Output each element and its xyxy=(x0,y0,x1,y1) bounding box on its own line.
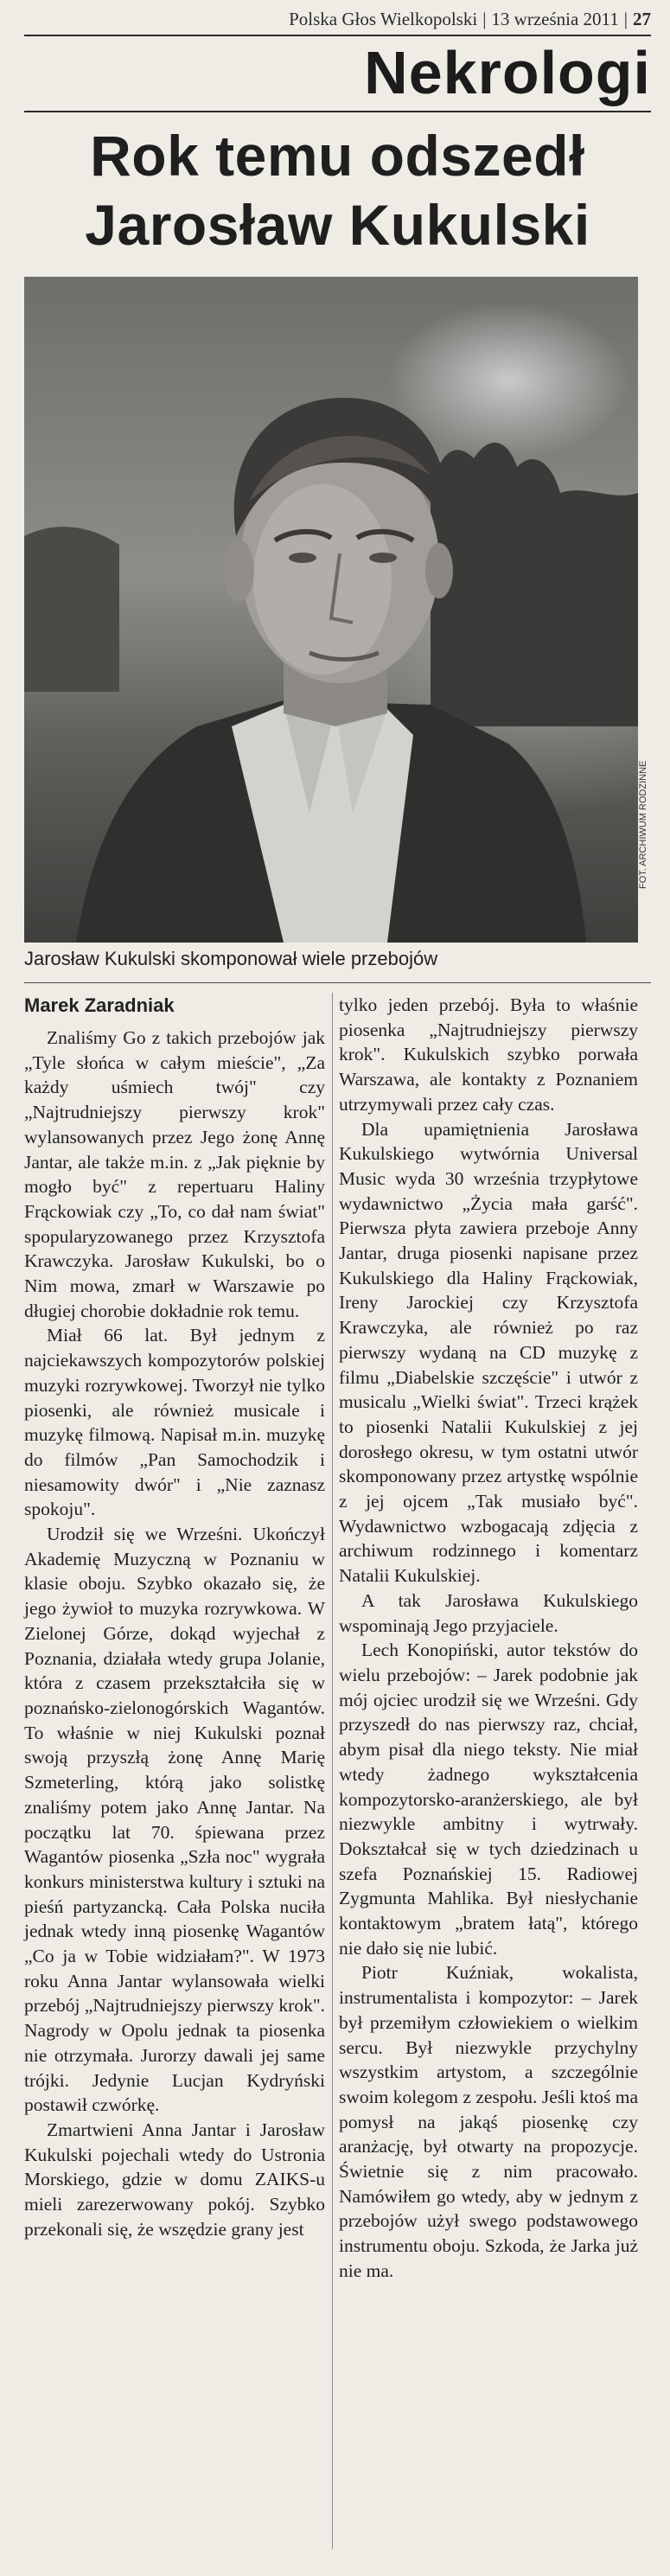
caption-rule xyxy=(24,982,651,983)
section-title: Nekrologi xyxy=(364,39,651,106)
paragraph: Dla upamiętnienia Jarosława Kukulskiego wytwórnia Universal Music wyda 30 września trzypłytowe wydawnictwo „Życia mała garść". Pierwsza płyta zawiera przeboje Anny Jantar, druga piosenki napisane przez Kukulskiego dla Haliny Frąckowiak, Ireny Jarockiej czy Krzysztofa Krawczyka, ale również po raz pierwszy wydaną na CD muzykę z filmu „Diabelskie szczęście" i utwór z musicalu „Wielki świat". Trzeci krążek to piosenki Natalii Kukulskiej z jej dorosłego okresu, w tym ostatni utwór skomponowany przez artystkę wspólnie z jej ojcem „Tak musiało być". Wydawnictwo wzbogacają zdjęcia z archiwum rodzinnego i komentarz Natalii Kukulskiej. xyxy=(339,1118,638,1587)
newspaper-name: Polska Głos Wielkopolski xyxy=(289,9,478,29)
paragraph: Zmartwieni Anna Jantar i Jarosław Kukulski pojechali wtedy do Ustronia Morskiego, gdzie w domu ZAIKS-u mieli zarezerwowany pokój. Szybko przekonali się, że wszędzie grany jest xyxy=(24,2119,325,2240)
paragraph: Lech Konopiński, autor tekstów do wielu przebojów: – Jarek podobnie jak mój ojciec urodził się we Wrześni. Gdy przyszedł do nas pierwszy raz, chciał, abym pisał dla niego teksty. Nie miał wtedy żadnego wykształcenia kompozytorsko-aranżerskiego, ale był niezwykle ambitny i wytrwały. Dokształcał się w tych dziedzinach u szefa Poznańskiej 15. Radiowej Zygmunta Mahlika. Był niesłychanie kontaktowym „bratem łatą", którego nie dało się nie lubić. xyxy=(339,1640,638,1959)
portrait-illustration xyxy=(24,277,638,943)
section-rule xyxy=(24,111,651,112)
article-headline: Rok temu odszedł Jarosław Kukulski xyxy=(85,124,590,257)
photo-caption: Jarosław Kukulski skomponował wiele przebojów xyxy=(24,948,438,969)
issue-date: 13 września 2011 xyxy=(491,9,619,29)
masthead: Polska Głos Wielkopolski | 13 września 2011 | 27 xyxy=(289,9,651,29)
page-number: 27 xyxy=(633,9,651,29)
paragraph: tylko jeden przebój. Była to właśnie piosenka „Najtrudniejszy pierwszy krok". Kukulskich szybko porwała Warszawa, ale kontakty z Poznaniem utrzymywali przez cały czas. xyxy=(339,994,638,1115)
paragraph: Miał 66 lat. Był jednym z najciekawszych kompozytorów polskiej muzyki rozrywkowej. Tworzył nie tylko piosenki, ale również musicale i muzykę filmową. Napisał m.in. muzykę do filmów „Pan Samochodzik i niesamowity dwór" i „Nie zaznasz spokoju". xyxy=(24,1325,325,1520)
photo-credit: FOT. ARCHIWUM RODZINNE xyxy=(638,761,648,890)
paragraph: Urodził się we Wrześni. Ukończył Akademię Muzyczną w Poznaniu w klasie oboju. Szybko okazało się, że jego żywioł to muzyka rozrywkowa. W Zielonej Górze, dokąd wyjechał z Poznania, działała wtedy grupa Jolanie, która z czasem przekształciła się w poznańsko-zielonogórskich Wagantów. To właśnie w niej Kukulski poznał swoją przyszłą żonę Annę Marię Szmeterling, którą jako solistkę znaliśmy potem jako Annę Jantar. Na początku lat 70. śpiewana przez Wagantów piosenka „Szła noc" wygrała konkurs ministerstwa kultury i sztuki na pieśń partyzancką. Cała Polska nuciła jednak wtedy inną piosenkę Wagantów „Co ja w Tobie widziałam?". W 1973 roku Anna Jantar wylansowała wielki przebój „Najtrudniejszy pierwszy krok". Nagrody w Opolu jednak ta piosenka nie otrzymała. Jurorzy dawali jej same trójki. Jedynie Lucjan Kydryński postawił czwórkę. xyxy=(24,1524,325,2116)
column-divider xyxy=(332,993,333,2549)
masthead-rule xyxy=(24,35,651,36)
paragraph: A tak Jarosława Kukulskiego wspominają Jego przyjaciele. xyxy=(339,1589,638,1636)
paragraph: Znaliśmy Go z takich przebojów jak „Tyle słońca w całym mieście", „Za każdy uśmiech twój" czy „Najtrudniejszy pierwszy krok" wylansowanych przez Jego żonę Annę Jantar, ale także m.in. z „Jak pięknie by mogło być" z repertuaru Haliny Frąckowiak czy „To, co dał nam świat" spopularyzowanego przez Krzysztofa Krawczyka. Jarosław Kukulski, bo o Nim mowa, zmarł w Warszawie po długiej chorobie dokładnie rok temu. xyxy=(24,1027,325,1321)
article-column-right xyxy=(339,993,638,2284)
article-column-left xyxy=(24,993,325,2241)
paragraph: Piotr Kuźniak, wokalista, instrumentalista i kompozytor: – Jarek był przemiłym człowiekiem o wielkim sercu. Był niezwykle przychylny wszystkim artystom, a szczególnie swoim kolegom z zespołu. Jeśli ktoś ma pomysł na jakąś piosenkę czy aranżację, był otwarty na propozycje. Świetnie się z nim pracowało. Namówiłem go wtedy, aby w jednym z przebojów użył swego podstawowego instrumentu oboju. Szkoda, że Jarka już nie ma. xyxy=(339,1962,638,2281)
article-author: Marek Zaradniak xyxy=(24,994,175,1016)
portrait-photo xyxy=(24,277,638,943)
